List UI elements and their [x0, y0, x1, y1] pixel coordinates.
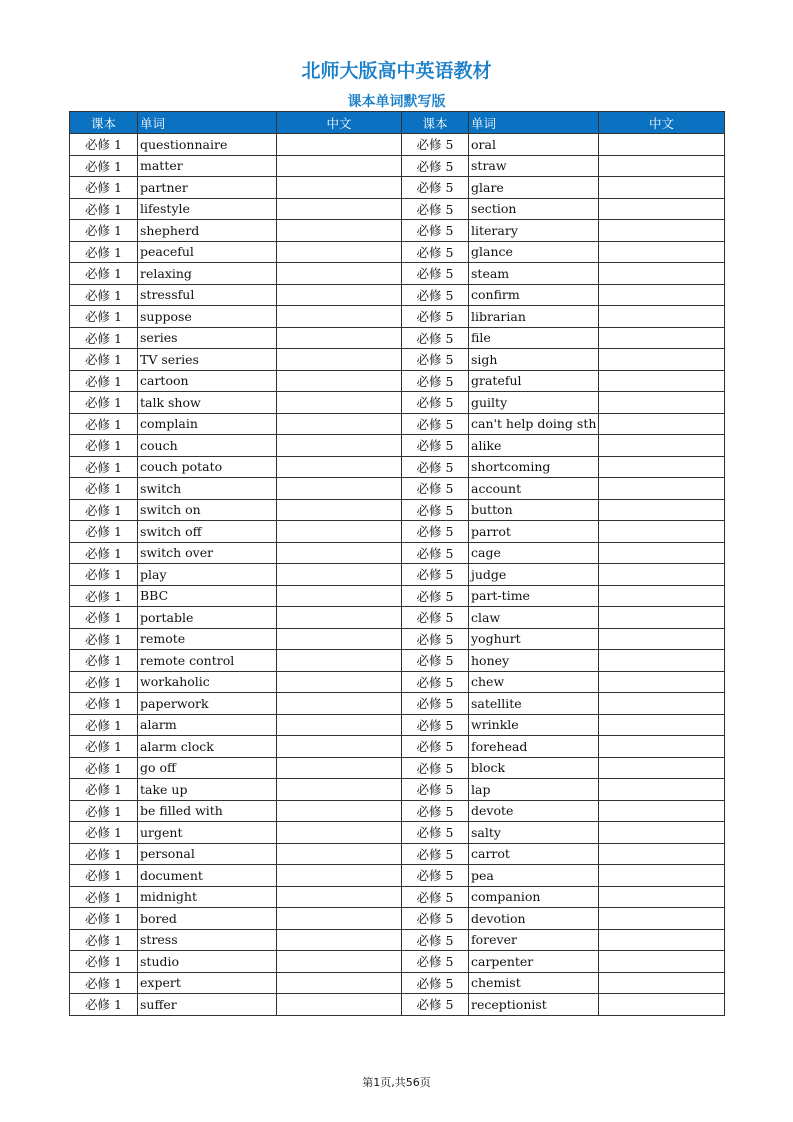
book-right-cell: 必修 5: [402, 284, 469, 306]
book-left-cell: 必修 1: [70, 263, 138, 285]
book-right-cell: 必修 5: [402, 585, 469, 607]
word-left-cell: couch potato: [138, 456, 277, 478]
book-left-cell: 必修 1: [70, 134, 138, 156]
document-subtitle: 课本单词默写版: [347, 94, 446, 110]
table-row: [70, 693, 725, 715]
word-right-cell: lap: [469, 779, 599, 801]
book-right-cell: 必修 5: [402, 714, 469, 736]
chinese-answer-cell-left: [277, 155, 402, 177]
word-right-cell: glare: [469, 177, 599, 199]
word-right-cell: guilty: [469, 392, 599, 414]
chinese-answer-cell-right: [599, 134, 725, 156]
book-right-cell: 必修 5: [402, 370, 469, 392]
table-row: [70, 714, 725, 736]
word-right-cell: confirm: [469, 284, 599, 306]
chinese-answer-cell-right: [599, 413, 725, 435]
book-left-cell: 必修 1: [70, 435, 138, 457]
word-right-cell: glance: [469, 241, 599, 263]
book-right-cell: 必修 5: [402, 736, 469, 758]
book-right-cell: 必修 5: [402, 220, 469, 242]
table-row: [70, 951, 725, 973]
word-left-cell: talk show: [138, 392, 277, 414]
chinese-answer-cell-left: [277, 413, 402, 435]
chinese-answer-cell-left: [277, 585, 402, 607]
chinese-answer-cell-left: [277, 951, 402, 973]
chinese-answer-cell-left: [277, 177, 402, 199]
book-right-cell: 必修 5: [402, 865, 469, 887]
table-row: [70, 585, 725, 607]
page-number: 第1页,共56页: [362, 1076, 431, 1089]
book-right-cell: 必修 5: [402, 263, 469, 285]
word-left-cell: lifestyle: [138, 198, 277, 220]
chinese-answer-cell-right: [599, 263, 725, 285]
word-right-cell: carpenter: [469, 951, 599, 973]
word-left-cell: peaceful: [138, 241, 277, 263]
chinese-answer-cell-right: [599, 693, 725, 715]
word-right-cell: devotion: [469, 908, 599, 930]
chinese-answer-cell-right: [599, 671, 725, 693]
book-left-cell: 必修 1: [70, 929, 138, 951]
book-left-cell: 必修 1: [70, 779, 138, 801]
chinese-answer-cell-left: [277, 628, 402, 650]
table-row: [70, 198, 725, 220]
book-left-cell: 必修 1: [70, 392, 138, 414]
chinese-answer-cell-left: [277, 779, 402, 801]
chinese-answer-cell-right: [599, 392, 725, 414]
word-right-cell: companion: [469, 886, 599, 908]
table-row: [70, 607, 725, 629]
word-right-cell: sigh: [469, 349, 599, 371]
book-right-cell: 必修 5: [402, 413, 469, 435]
table-row: [70, 994, 725, 1016]
table-row: [70, 843, 725, 865]
word-right-cell: forehead: [469, 736, 599, 758]
column-header-word-right: 单词: [469, 112, 599, 134]
word-left-cell: BBC: [138, 585, 277, 607]
table-row: [70, 413, 725, 435]
word-left-cell: personal: [138, 843, 277, 865]
table-row: [70, 284, 725, 306]
chinese-answer-cell-left: [277, 671, 402, 693]
word-right-cell: steam: [469, 263, 599, 285]
book-left-cell: 必修 1: [70, 671, 138, 693]
chinese-answer-cell-left: [277, 972, 402, 994]
vocabulary-table: [69, 111, 725, 1016]
chinese-answer-cell-right: [599, 349, 725, 371]
book-right-cell: 必修 5: [402, 349, 469, 371]
word-left-cell: remote: [138, 628, 277, 650]
chinese-answer-cell-right: [599, 456, 725, 478]
book-right-cell: 必修 5: [402, 822, 469, 844]
chinese-answer-cell-right: [599, 499, 725, 521]
chinese-answer-cell-right: [599, 542, 725, 564]
book-right-cell: 必修 5: [402, 779, 469, 801]
book-left-cell: 必修 1: [70, 349, 138, 371]
chinese-answer-cell-left: [277, 521, 402, 543]
word-left-cell: switch on: [138, 499, 277, 521]
chinese-answer-cell-left: [277, 650, 402, 672]
chinese-answer-cell-left: [277, 822, 402, 844]
table-row: [70, 757, 725, 779]
chinese-answer-cell-left: [277, 220, 402, 242]
chinese-answer-cell-right: [599, 284, 725, 306]
chinese-answer-cell-right: [599, 564, 725, 586]
word-right-cell: section: [469, 198, 599, 220]
word-left-cell: go off: [138, 757, 277, 779]
book-right-cell: 必修 5: [402, 972, 469, 994]
word-right-cell: chemist: [469, 972, 599, 994]
table-row: [70, 929, 725, 951]
chinese-answer-cell-left: [277, 736, 402, 758]
word-left-cell: switch over: [138, 542, 277, 564]
book-right-cell: 必修 5: [402, 499, 469, 521]
book-right-cell: 必修 5: [402, 392, 469, 414]
table-row: [70, 370, 725, 392]
word-right-cell: shortcoming: [469, 456, 599, 478]
word-right-cell: cage: [469, 542, 599, 564]
word-left-cell: questionnaire: [138, 134, 277, 156]
chinese-answer-cell-left: [277, 456, 402, 478]
word-right-cell: account: [469, 478, 599, 500]
chinese-answer-cell-left: [277, 392, 402, 414]
word-right-cell: chew: [469, 671, 599, 693]
table-row: [70, 822, 725, 844]
book-right-cell: 必修 5: [402, 757, 469, 779]
book-left-cell: 必修 1: [70, 714, 138, 736]
chinese-answer-cell-left: [277, 306, 402, 328]
book-right-cell: 必修 5: [402, 886, 469, 908]
book-right-cell: 必修 5: [402, 929, 469, 951]
column-header-book-right: 课本: [402, 112, 469, 134]
book-left-cell: 必修 1: [70, 757, 138, 779]
book-right-cell: 必修 5: [402, 198, 469, 220]
chinese-answer-cell-right: [599, 908, 725, 930]
word-left-cell: relaxing: [138, 263, 277, 285]
chinese-answer-cell-left: [277, 929, 402, 951]
word-right-cell: straw: [469, 155, 599, 177]
column-header-word-left: 单词: [138, 112, 277, 134]
table-row: [70, 628, 725, 650]
word-left-cell: couch: [138, 435, 277, 457]
table-row: [70, 800, 725, 822]
book-left-cell: 必修 1: [70, 736, 138, 758]
book-right-cell: 必修 5: [402, 628, 469, 650]
chinese-answer-cell-left: [277, 693, 402, 715]
book-right-cell: 必修 5: [402, 542, 469, 564]
chinese-answer-cell-right: [599, 757, 725, 779]
table-row: [70, 478, 725, 500]
book-right-cell: 必修 5: [402, 843, 469, 865]
chinese-answer-cell-left: [277, 134, 402, 156]
word-right-cell: forever: [469, 929, 599, 951]
word-left-cell: TV series: [138, 349, 277, 371]
book-left-cell: 必修 1: [70, 607, 138, 629]
chinese-answer-cell-right: [599, 972, 725, 994]
table-row: [70, 779, 725, 801]
table-row: [70, 671, 725, 693]
table-row: [70, 736, 725, 758]
word-right-cell: salty: [469, 822, 599, 844]
table-row: [70, 327, 725, 349]
book-left-cell: 必修 1: [70, 456, 138, 478]
table-row: [70, 456, 725, 478]
chinese-answer-cell-right: [599, 886, 725, 908]
book-left-cell: 必修 1: [70, 650, 138, 672]
chinese-answer-cell-right: [599, 800, 725, 822]
chinese-answer-cell-left: [277, 908, 402, 930]
book-right-cell: 必修 5: [402, 800, 469, 822]
word-right-cell: wrinkle: [469, 714, 599, 736]
book-left-cell: 必修 1: [70, 908, 138, 930]
book-left-cell: 必修 1: [70, 800, 138, 822]
book-left-cell: 必修 1: [70, 198, 138, 220]
word-right-cell: block: [469, 757, 599, 779]
chinese-answer-cell-left: [277, 370, 402, 392]
book-left-cell: 必修 1: [70, 994, 138, 1016]
book-left-cell: 必修 1: [70, 177, 138, 199]
table-row: [70, 650, 725, 672]
table-row: [70, 155, 725, 177]
table-row: [70, 908, 725, 930]
book-left-cell: 必修 1: [70, 241, 138, 263]
table-row: [70, 542, 725, 564]
word-left-cell: matter: [138, 155, 277, 177]
table-row: [70, 177, 725, 199]
word-left-cell: remote control: [138, 650, 277, 672]
book-left-cell: 必修 1: [70, 370, 138, 392]
word-right-cell: parrot: [469, 521, 599, 543]
table-row: [70, 241, 725, 263]
book-right-cell: 必修 5: [402, 456, 469, 478]
book-left-cell: 必修 1: [70, 220, 138, 242]
chinese-answer-cell-left: [277, 327, 402, 349]
word-left-cell: paperwork: [138, 693, 277, 715]
column-header-chinese-right: 中文: [599, 112, 725, 134]
table-row: [70, 521, 725, 543]
book-right-cell: 必修 5: [402, 908, 469, 930]
table-row: [70, 306, 725, 328]
word-right-cell: pea: [469, 865, 599, 887]
word-left-cell: stressful: [138, 284, 277, 306]
book-left-cell: 必修 1: [70, 521, 138, 543]
chinese-answer-cell-left: [277, 435, 402, 457]
chinese-answer-cell-left: [277, 843, 402, 865]
word-left-cell: studio: [138, 951, 277, 973]
table-row: [70, 263, 725, 285]
book-right-cell: 必修 5: [402, 435, 469, 457]
word-left-cell: workaholic: [138, 671, 277, 693]
table-row: [70, 886, 725, 908]
table-row: [70, 972, 725, 994]
chinese-answer-cell-right: [599, 736, 725, 758]
chinese-answer-cell-right: [599, 929, 725, 951]
word-left-cell: urgent: [138, 822, 277, 844]
word-left-cell: be filled with: [138, 800, 277, 822]
chinese-answer-cell-left: [277, 349, 402, 371]
book-left-cell: 必修 1: [70, 542, 138, 564]
word-left-cell: alarm clock: [138, 736, 277, 758]
chinese-answer-cell-right: [599, 198, 725, 220]
word-right-cell: alike: [469, 435, 599, 457]
chinese-answer-cell-right: [599, 521, 725, 543]
word-left-cell: cartoon: [138, 370, 277, 392]
book-right-cell: 必修 5: [402, 306, 469, 328]
word-right-cell: button: [469, 499, 599, 521]
column-header-chinese-left: 中文: [277, 112, 402, 134]
table-row: [70, 865, 725, 887]
chinese-answer-cell-left: [277, 564, 402, 586]
word-left-cell: alarm: [138, 714, 277, 736]
table-row: [70, 134, 725, 156]
word-left-cell: play: [138, 564, 277, 586]
word-right-cell: can't help doing sth: [469, 413, 599, 435]
word-right-cell: file: [469, 327, 599, 349]
word-right-cell: claw: [469, 607, 599, 629]
word-right-cell: grateful: [469, 370, 599, 392]
book-right-cell: 必修 5: [402, 134, 469, 156]
chinese-answer-cell-left: [277, 542, 402, 564]
chinese-answer-cell-right: [599, 241, 725, 263]
book-right-cell: 必修 5: [402, 564, 469, 586]
book-left-cell: 必修 1: [70, 843, 138, 865]
word-left-cell: midnight: [138, 886, 277, 908]
book-left-cell: 必修 1: [70, 822, 138, 844]
chinese-answer-cell-left: [277, 865, 402, 887]
chinese-answer-cell-right: [599, 865, 725, 887]
chinese-answer-cell-right: [599, 306, 725, 328]
word-left-cell: bored: [138, 908, 277, 930]
book-right-cell: 必修 5: [402, 521, 469, 543]
chinese-answer-cell-left: [277, 714, 402, 736]
chinese-answer-cell-left: [277, 757, 402, 779]
book-left-cell: 必修 1: [70, 478, 138, 500]
book-left-cell: 必修 1: [70, 564, 138, 586]
document-title: 北师大版高中英语教材: [301, 60, 492, 82]
word-right-cell: carrot: [469, 843, 599, 865]
book-right-cell: 必修 5: [402, 650, 469, 672]
word-left-cell: expert: [138, 972, 277, 994]
chinese-answer-cell-right: [599, 822, 725, 844]
chinese-answer-cell-right: [599, 994, 725, 1016]
chinese-answer-cell-right: [599, 714, 725, 736]
word-right-cell: part-time: [469, 585, 599, 607]
word-right-cell: oral: [469, 134, 599, 156]
chinese-answer-cell-left: [277, 607, 402, 629]
word-left-cell: suffer: [138, 994, 277, 1016]
word-left-cell: switch off: [138, 521, 277, 543]
book-left-cell: 必修 1: [70, 585, 138, 607]
book-right-cell: 必修 5: [402, 607, 469, 629]
book-left-cell: 必修 1: [70, 628, 138, 650]
chinese-answer-cell-right: [599, 843, 725, 865]
chinese-answer-cell-left: [277, 198, 402, 220]
book-right-cell: 必修 5: [402, 994, 469, 1016]
book-right-cell: 必修 5: [402, 177, 469, 199]
book-right-cell: 必修 5: [402, 478, 469, 500]
chinese-answer-cell-left: [277, 994, 402, 1016]
chinese-answer-cell-right: [599, 327, 725, 349]
word-left-cell: switch: [138, 478, 277, 500]
chinese-answer-cell-right: [599, 155, 725, 177]
word-right-cell: devote: [469, 800, 599, 822]
chinese-answer-cell-right: [599, 585, 725, 607]
book-left-cell: 必修 1: [70, 972, 138, 994]
chinese-answer-cell-right: [599, 478, 725, 500]
chinese-answer-cell-left: [277, 886, 402, 908]
book-left-cell: 必修 1: [70, 306, 138, 328]
book-left-cell: 必修 1: [70, 155, 138, 177]
word-left-cell: document: [138, 865, 277, 887]
word-right-cell: literary: [469, 220, 599, 242]
word-right-cell: librarian: [469, 306, 599, 328]
chinese-answer-cell-right: [599, 951, 725, 973]
word-left-cell: partner: [138, 177, 277, 199]
chinese-answer-cell-left: [277, 478, 402, 500]
chinese-answer-cell-left: [277, 241, 402, 263]
book-left-cell: 必修 1: [70, 951, 138, 973]
book-right-cell: 必修 5: [402, 327, 469, 349]
chinese-answer-cell-left: [277, 263, 402, 285]
book-right-cell: 必修 5: [402, 671, 469, 693]
chinese-answer-cell-right: [599, 779, 725, 801]
chinese-answer-cell-right: [599, 628, 725, 650]
book-right-cell: 必修 5: [402, 155, 469, 177]
book-left-cell: 必修 1: [70, 284, 138, 306]
table-row: [70, 499, 725, 521]
book-left-cell: 必修 1: [70, 413, 138, 435]
table-row: [70, 435, 725, 457]
word-left-cell: complain: [138, 413, 277, 435]
chinese-answer-cell-right: [599, 650, 725, 672]
book-left-cell: 必修 1: [70, 865, 138, 887]
word-right-cell: honey: [469, 650, 599, 672]
chinese-answer-cell-right: [599, 370, 725, 392]
chinese-answer-cell-left: [277, 284, 402, 306]
chinese-answer-cell-right: [599, 607, 725, 629]
word-right-cell: satellite: [469, 693, 599, 715]
table-row: [70, 564, 725, 586]
chinese-answer-cell-right: [599, 435, 725, 457]
word-right-cell: judge: [469, 564, 599, 586]
word-right-cell: yoghurt: [469, 628, 599, 650]
table-body: [70, 134, 725, 1016]
word-left-cell: suppose: [138, 306, 277, 328]
book-left-cell: 必修 1: [70, 693, 138, 715]
book-left-cell: 必修 1: [70, 327, 138, 349]
chinese-answer-cell-right: [599, 177, 725, 199]
book-left-cell: 必修 1: [70, 499, 138, 521]
word-left-cell: stress: [138, 929, 277, 951]
word-left-cell: portable: [138, 607, 277, 629]
table-row: [70, 392, 725, 414]
table-header-row: [70, 112, 725, 134]
book-right-cell: 必修 5: [402, 241, 469, 263]
word-left-cell: series: [138, 327, 277, 349]
book-right-cell: 必修 5: [402, 951, 469, 973]
word-right-cell: receptionist: [469, 994, 599, 1016]
word-left-cell: shepherd: [138, 220, 277, 242]
column-header-book-left: 课本: [70, 112, 138, 134]
chinese-answer-cell-left: [277, 800, 402, 822]
table-row: [70, 349, 725, 371]
chinese-answer-cell-left: [277, 499, 402, 521]
book-right-cell: 必修 5: [402, 693, 469, 715]
book-left-cell: 必修 1: [70, 886, 138, 908]
chinese-answer-cell-right: [599, 220, 725, 242]
table-row: [70, 220, 725, 242]
word-left-cell: take up: [138, 779, 277, 801]
